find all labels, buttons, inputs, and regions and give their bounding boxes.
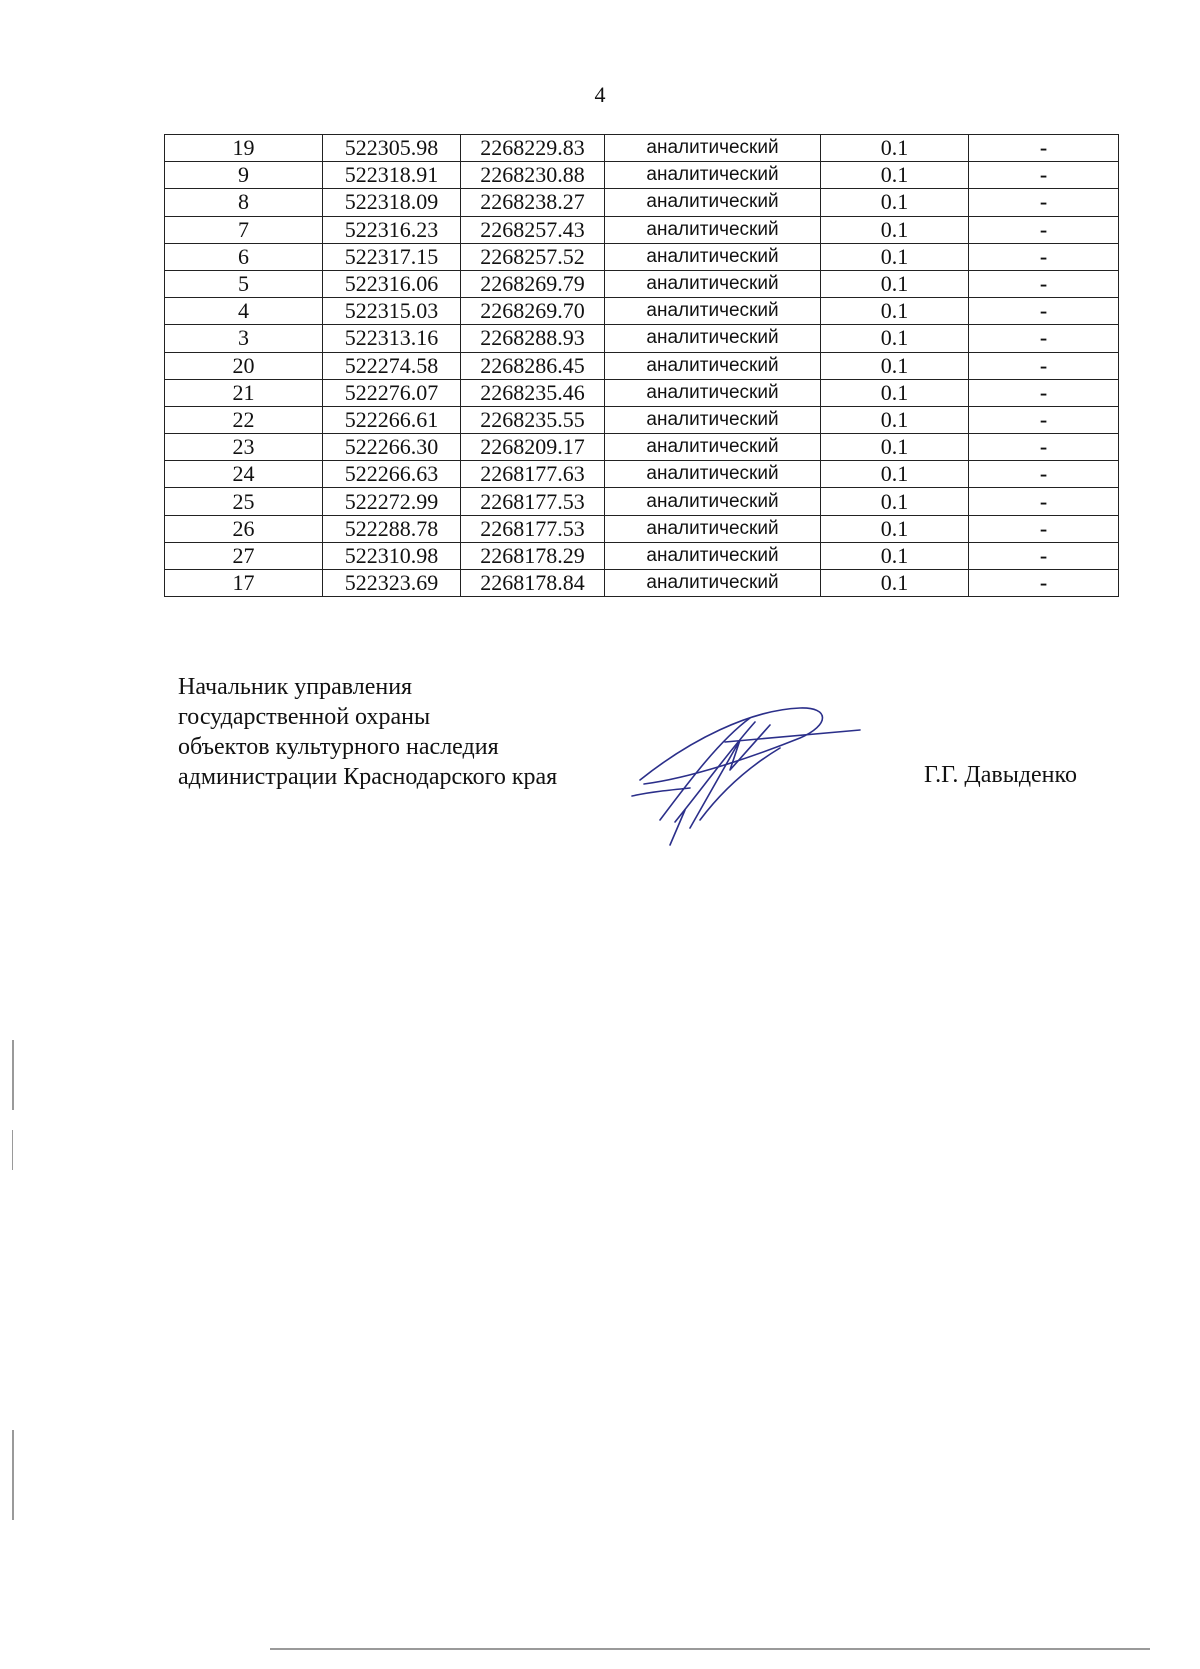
page-number: 4 [594, 82, 606, 107]
coordinates-table-body [165, 135, 1119, 597]
cell-x-coordinate: 522323.69 [323, 570, 461, 597]
cell-point-number: 17 [165, 570, 323, 597]
cell-x-coordinate: 522316.23 [323, 216, 461, 243]
cell-point-number: 24 [165, 461, 323, 488]
cell-point-number: 26 [165, 515, 323, 542]
cell-accuracy: 0.1 [821, 542, 969, 569]
cell-point-number: 23 [165, 434, 323, 461]
cell-x-coordinate: 522315.03 [323, 298, 461, 325]
cell-y-coordinate: 2268269.79 [461, 270, 605, 297]
cell-x-coordinate: 522316.06 [323, 270, 461, 297]
cell-note: - [969, 216, 1119, 243]
cell-y-coordinate: 2268177.63 [461, 461, 605, 488]
cell-accuracy: 0.1 [821, 352, 969, 379]
cell-accuracy: 0.1 [821, 379, 969, 406]
cell-accuracy: 0.1 [821, 216, 969, 243]
table-row [165, 515, 1119, 542]
cell-point-number: 20 [165, 352, 323, 379]
cell-method: аналитический [605, 488, 821, 515]
cell-accuracy: 0.1 [821, 298, 969, 325]
cell-y-coordinate: 2268238.27 [461, 189, 605, 216]
cell-accuracy: 0.1 [821, 270, 969, 297]
cell-x-coordinate: 522310.98 [323, 542, 461, 569]
table-row [165, 352, 1119, 379]
table-row [165, 325, 1119, 352]
cell-accuracy: 0.1 [821, 515, 969, 542]
cell-method: аналитический [605, 162, 821, 189]
cell-note: - [969, 488, 1119, 515]
cell-method: аналитический [605, 135, 821, 162]
cell-point-number: 9 [165, 162, 323, 189]
cell-method: аналитический [605, 298, 821, 325]
cell-point-number: 3 [165, 325, 323, 352]
coordinates-table [164, 134, 1119, 597]
cell-note: - [969, 243, 1119, 270]
cell-x-coordinate: 522266.30 [323, 434, 461, 461]
cell-accuracy: 0.1 [821, 135, 969, 162]
cell-accuracy: 0.1 [821, 189, 969, 216]
cell-y-coordinate: 2268257.52 [461, 243, 605, 270]
cell-method: аналитический [605, 461, 821, 488]
cell-note: - [969, 270, 1119, 297]
cell-accuracy: 0.1 [821, 461, 969, 488]
cell-x-coordinate: 522313.16 [323, 325, 461, 352]
table-row [165, 570, 1119, 597]
cell-method: аналитический [605, 325, 821, 352]
cell-method: аналитический [605, 189, 821, 216]
cell-accuracy: 0.1 [821, 162, 969, 189]
scan-bottom-line [270, 1648, 1150, 1650]
signatory-title-line: объектов культурного наследия [178, 734, 499, 760]
cell-y-coordinate: 2268209.17 [461, 434, 605, 461]
cell-x-coordinate: 522266.61 [323, 406, 461, 433]
cell-accuracy: 0.1 [821, 434, 969, 461]
cell-y-coordinate: 2268178.84 [461, 570, 605, 597]
cell-method: аналитический [605, 216, 821, 243]
table-row [165, 189, 1119, 216]
table-row [165, 461, 1119, 488]
cell-point-number: 27 [165, 542, 323, 569]
cell-accuracy: 0.1 [821, 406, 969, 433]
cell-x-coordinate: 522318.91 [323, 162, 461, 189]
cell-note: - [969, 162, 1119, 189]
table-row [165, 243, 1119, 270]
cell-note: - [969, 515, 1119, 542]
signatory-title-line: государственной охраны [178, 704, 431, 730]
cell-note: - [969, 379, 1119, 406]
cell-accuracy: 0.1 [821, 243, 969, 270]
cell-x-coordinate: 522272.99 [323, 488, 461, 515]
cell-point-number: 8 [165, 189, 323, 216]
cell-point-number: 19 [165, 135, 323, 162]
cell-point-number: 6 [165, 243, 323, 270]
cell-note: - [969, 298, 1119, 325]
cell-y-coordinate: 2268288.93 [461, 325, 605, 352]
scan-margin-mark [12, 1040, 14, 1110]
cell-note: - [969, 352, 1119, 379]
table-row [165, 542, 1119, 569]
cell-method: аналитический [605, 570, 821, 597]
cell-x-coordinate: 522274.58 [323, 352, 461, 379]
cell-y-coordinate: 2268269.70 [461, 298, 605, 325]
cell-y-coordinate: 2268257.43 [461, 216, 605, 243]
signatory-title-line: Начальник управления [178, 674, 413, 700]
cell-accuracy: 0.1 [821, 488, 969, 515]
cell-y-coordinate: 2268177.53 [461, 488, 605, 515]
cell-y-coordinate: 2268235.46 [461, 379, 605, 406]
cell-method: аналитический [605, 406, 821, 433]
table-row [165, 434, 1119, 461]
cell-note: - [969, 434, 1119, 461]
table-row [165, 162, 1119, 189]
cell-x-coordinate: 522305.98 [323, 135, 461, 162]
cell-method: аналитический [605, 352, 821, 379]
cell-method: аналитический [605, 243, 821, 270]
cell-method: аналитический [605, 270, 821, 297]
cell-note: - [969, 461, 1119, 488]
cell-method: аналитический [605, 515, 821, 542]
cell-note: - [969, 570, 1119, 597]
cell-point-number: 22 [165, 406, 323, 433]
cell-point-number: 4 [165, 298, 323, 325]
cell-method: аналитический [605, 542, 821, 569]
cell-x-coordinate: 522266.63 [323, 461, 461, 488]
cell-accuracy: 0.1 [821, 570, 969, 597]
cell-x-coordinate: 522317.15 [323, 243, 461, 270]
cell-point-number: 25 [165, 488, 323, 515]
cell-accuracy: 0.1 [821, 325, 969, 352]
table-row [165, 270, 1119, 297]
table-row [165, 298, 1119, 325]
cell-method: аналитический [605, 434, 821, 461]
scan-margin-mark [12, 1130, 13, 1170]
cell-method: аналитический [605, 379, 821, 406]
signatory-name: Г.Г. Давыденко [924, 762, 1077, 788]
cell-y-coordinate: 2268235.55 [461, 406, 605, 433]
cell-y-coordinate: 2268177.53 [461, 515, 605, 542]
table-row [165, 135, 1119, 162]
table-row [165, 406, 1119, 433]
signatory-title [178, 672, 557, 792]
table-row [165, 488, 1119, 515]
cell-point-number: 7 [165, 216, 323, 243]
cell-point-number: 21 [165, 379, 323, 406]
cell-y-coordinate: 2268230.88 [461, 162, 605, 189]
table-row [165, 379, 1119, 406]
signatory-title-line: администрации Краснодарского края [178, 764, 558, 790]
cell-note: - [969, 325, 1119, 352]
cell-x-coordinate: 522276.07 [323, 379, 461, 406]
cell-y-coordinate: 2268229.83 [461, 135, 605, 162]
cell-note: - [969, 189, 1119, 216]
cell-y-coordinate: 2268286.45 [461, 352, 605, 379]
cell-note: - [969, 542, 1119, 569]
cell-x-coordinate: 522288.78 [323, 515, 461, 542]
cell-note: - [969, 406, 1119, 433]
handwritten-signature [630, 700, 910, 850]
cell-point-number: 5 [165, 270, 323, 297]
cell-x-coordinate: 522318.09 [323, 189, 461, 216]
scan-margin-mark [12, 1430, 14, 1520]
cell-note: - [969, 135, 1119, 162]
table-row [165, 216, 1119, 243]
cell-y-coordinate: 2268178.29 [461, 542, 605, 569]
